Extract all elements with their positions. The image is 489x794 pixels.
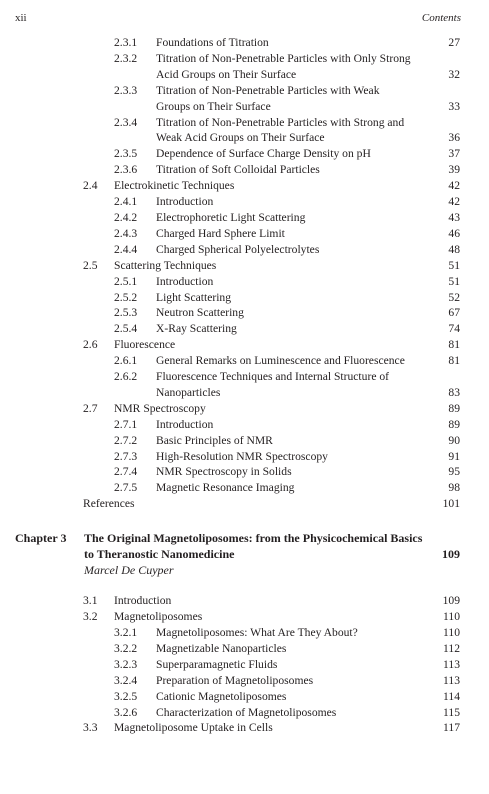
toc-entry-title: Basic Principles of NMR <box>156 433 273 447</box>
toc-entry-title: Magnetizable Nanoparticles <box>156 641 287 655</box>
toc-section-chapter-3 <box>0 593 489 736</box>
toc-entry-title: Electrokinetic Techniques <box>114 179 235 193</box>
toc-entry-number: 3.2 <box>83 610 98 624</box>
toc-entry-page: 81 <box>448 354 460 368</box>
toc-entry-title: References <box>83 497 135 511</box>
toc-entry <box>0 226 489 242</box>
toc-entry <box>0 689 489 705</box>
toc-entry-title: Superparamagnetic Fluids <box>156 657 278 671</box>
toc-entry <box>0 274 489 290</box>
toc-entry <box>0 321 489 337</box>
toc-entry <box>0 673 489 689</box>
toc-entry <box>0 720 489 736</box>
toc-entry-page: 46 <box>448 226 460 240</box>
chapter-title: The Original Magnetoliposomes: from the Physicochemical Basics to Theranostic Nanomedicine <box>84 531 423 562</box>
chapter-label: Chapter 3 <box>15 531 67 546</box>
toc-entry-title: Dependence of Surface Charge Density on pH <box>156 147 371 161</box>
toc-entry-title: Magnetic Resonance Imaging <box>156 481 295 495</box>
toc-entry-number: 3.2.4 <box>114 673 138 687</box>
toc-entry-number: 2.4.4 <box>114 242 138 256</box>
toc-entry-number: 2.7 <box>83 401 98 415</box>
toc-entry-number: 3.2.2 <box>114 641 138 655</box>
toc-entry-number: 2.4.3 <box>114 226 138 240</box>
toc-section-chapter-2 <box>0 35 489 512</box>
toc-entry <box>0 609 489 625</box>
toc-entry-page: 90 <box>448 433 460 447</box>
toc-entry <box>0 401 489 417</box>
toc-entry-number: 2.7.5 <box>114 481 138 495</box>
toc-entry <box>0 51 489 83</box>
toc-entry <box>0 35 489 51</box>
toc-entry-title: Charged Hard Sphere Limit <box>156 226 285 240</box>
toc-entry <box>0 433 489 449</box>
toc-entry <box>0 593 489 609</box>
toc-entry-number: 2.5 <box>83 258 98 272</box>
toc-entry-page: 74 <box>448 322 460 336</box>
toc-entry-title: Magnetoliposome Uptake in Cells <box>114 721 273 735</box>
toc-entry-page: 81 <box>448 338 460 352</box>
toc-entry-number: 2.7.3 <box>114 449 138 463</box>
toc-entry-page: 36 <box>448 131 460 145</box>
toc-entry-title: NMR Spectroscopy <box>114 401 206 415</box>
toc-entry-page: 113 <box>443 657 460 671</box>
toc-entry-title: Fluorescence <box>114 338 176 352</box>
toc-entry-page: 39 <box>448 163 460 177</box>
toc-entry-page: 32 <box>448 67 460 81</box>
toc-entry-page: 117 <box>443 721 460 735</box>
toc-entry-title: Introduction <box>114 594 172 608</box>
toc-entry-number: 3.3 <box>83 721 98 735</box>
toc-entry <box>0 337 489 353</box>
toc-entry-page: 95 <box>448 465 460 479</box>
toc-entry-title: Fluorescence Techniques and Internal Structure of Nanoparticles <box>156 370 390 399</box>
toc-entry-title: Titration of Non-Penetrable Particles with Only Strong Acid Groups on Their Surface <box>156 51 411 81</box>
toc-entry-number: 3.2.1 <box>114 626 138 639</box>
toc-entry-page: 91 <box>448 449 460 463</box>
toc-entry <box>0 641 489 657</box>
toc-entry-title: Neutron Scattering <box>156 306 244 320</box>
toc-entry-page: 101 <box>442 497 460 511</box>
toc-entry-number: 2.4.1 <box>114 195 138 209</box>
toc-entry-number: 2.4.2 <box>114 210 138 224</box>
toc-entry-title: Foundations of Titration <box>156 36 269 49</box>
chapter-author: Marcel De Cuyper <box>84 563 174 578</box>
toc-entry <box>0 464 489 480</box>
toc-entry-title: Electrophoretic Light Scattering <box>156 210 306 224</box>
toc-entry <box>0 305 489 321</box>
toc-entry-page: 83 <box>448 385 460 399</box>
toc-entry-number: 3.2.3 <box>114 657 138 671</box>
toc-entry-number: 2.5.4 <box>114 322 138 336</box>
toc-entry-page: 89 <box>448 417 460 431</box>
toc-entry-title: Characterization of Magnetoliposomes <box>156 705 337 719</box>
toc-entry-number: 2.6 <box>83 338 98 352</box>
toc-entry-title: Magnetoliposomes <box>114 610 203 624</box>
toc-entry <box>0 162 489 178</box>
running-head: Contents <box>421 12 461 24</box>
toc-entry-title: X-Ray Scattering <box>156 322 237 336</box>
toc-entry-number: 2.5.3 <box>114 306 138 320</box>
toc-entry-page: 52 <box>448 290 460 304</box>
toc-entry-title: General Remarks on Luminescence and Fluorescence <box>156 354 405 368</box>
toc-entry <box>0 353 489 369</box>
toc-entry-title: Cationic Magnetoliposomes <box>156 689 287 703</box>
chapter-page-number: 109 <box>442 547 460 562</box>
toc-entry <box>0 417 489 433</box>
spacer <box>0 578 489 593</box>
toc-entry-number: 3.2.6 <box>114 705 138 719</box>
toc-entry-number: 2.7.1 <box>114 417 138 431</box>
toc-entry-number: 2.6.2 <box>114 370 138 384</box>
toc-entry-number: 2.3.4 <box>114 115 138 129</box>
toc-entry-title: Scattering Techniques <box>114 258 217 272</box>
toc-entry-number: 3.2.5 <box>114 689 138 703</box>
toc-entry-page: 37 <box>448 147 460 161</box>
toc-entry <box>0 449 489 465</box>
toc-entry-number: 2.3.2 <box>114 51 138 65</box>
toc-entry-number: 2.5.2 <box>114 290 138 304</box>
toc-entry-title: Light Scattering <box>156 290 232 304</box>
toc-entry <box>0 625 489 641</box>
toc-entry <box>0 210 489 226</box>
toc-entry-page: 51 <box>448 274 460 288</box>
toc-entry-page: 27 <box>448 36 460 49</box>
toc-entry-number: 3.1 <box>83 594 98 608</box>
toc-entry-title: Introduction <box>156 274 214 288</box>
toc-entry <box>0 115 489 147</box>
toc-entry <box>0 146 489 162</box>
toc-entry-number: 2.7.4 <box>114 465 138 479</box>
toc-entry-number: 2.7.2 <box>114 433 138 447</box>
toc-entry <box>0 178 489 194</box>
toc-entry-title: Titration of Non-Penetrable Particles with Weak Groups on Their Surface <box>156 83 380 113</box>
toc-entry-page: 33 <box>448 99 460 113</box>
toc-entry-page: 48 <box>448 242 460 256</box>
toc-entry-title: Introduction <box>156 417 214 431</box>
toc-entry-page: 67 <box>448 306 460 320</box>
toc-entry-page: 109 <box>442 594 460 608</box>
toc-entry-page: 98 <box>448 481 460 495</box>
toc-entry-page: 112 <box>443 641 460 655</box>
table-of-contents <box>0 35 489 736</box>
toc-entry-page: 42 <box>448 179 460 193</box>
toc-entry-number: 2.3.3 <box>114 83 138 97</box>
toc-entry <box>0 369 489 401</box>
toc-entry-title: Charged Spherical Polyelectrolytes <box>156 242 320 256</box>
toc-entry <box>0 657 489 673</box>
toc-entry-page: 42 <box>448 195 460 209</box>
toc-entry-title: NMR Spectroscopy in Solids <box>156 465 292 479</box>
toc-entry-page: 114 <box>443 689 460 703</box>
page-number-label: xii <box>15 12 27 24</box>
toc-entry <box>0 194 489 210</box>
toc-entry <box>0 290 489 306</box>
toc-entry-number: 2.5.1 <box>114 274 138 288</box>
toc-entry-number: 2.6.1 <box>114 354 138 368</box>
toc-entry-page: 43 <box>448 210 460 224</box>
toc-entry-page: 110 <box>443 626 460 639</box>
toc-entry <box>0 83 489 115</box>
toc-entry <box>0 258 489 274</box>
toc-entry-page: 89 <box>448 401 460 415</box>
toc-entry-number: 2.3.1 <box>114 36 138 49</box>
toc-entry-number: 2.4 <box>83 179 98 193</box>
toc-entry-page: 51 <box>448 258 460 272</box>
toc-entry <box>0 480 489 496</box>
toc-entry-number: 2.3.6 <box>114 163 138 177</box>
toc-entry-title: Titration of Non-Penetrable Particles with Strong and Weak Acid Groups on Their Surface <box>156 115 405 145</box>
chapter-heading <box>0 530 489 578</box>
toc-entry-title: Magnetoliposomes: What Are They About? <box>156 626 358 639</box>
toc-entry <box>0 705 489 721</box>
toc-entry-number: 2.3.5 <box>114 147 138 161</box>
toc-entry-page: 110 <box>443 610 460 624</box>
toc-entry-page: 113 <box>443 673 460 687</box>
toc-entry <box>0 496 489 512</box>
toc-entry-title: High-Resolution NMR Spectroscopy <box>156 449 328 463</box>
toc-entry-page: 115 <box>443 705 460 719</box>
toc-entry-title: Preparation of Magnetoliposomes <box>156 673 314 687</box>
toc-entry-title: Titration of Soft Colloidal Particles <box>156 163 320 177</box>
toc-entry <box>0 242 489 258</box>
toc-entry-title: Introduction <box>156 195 214 209</box>
